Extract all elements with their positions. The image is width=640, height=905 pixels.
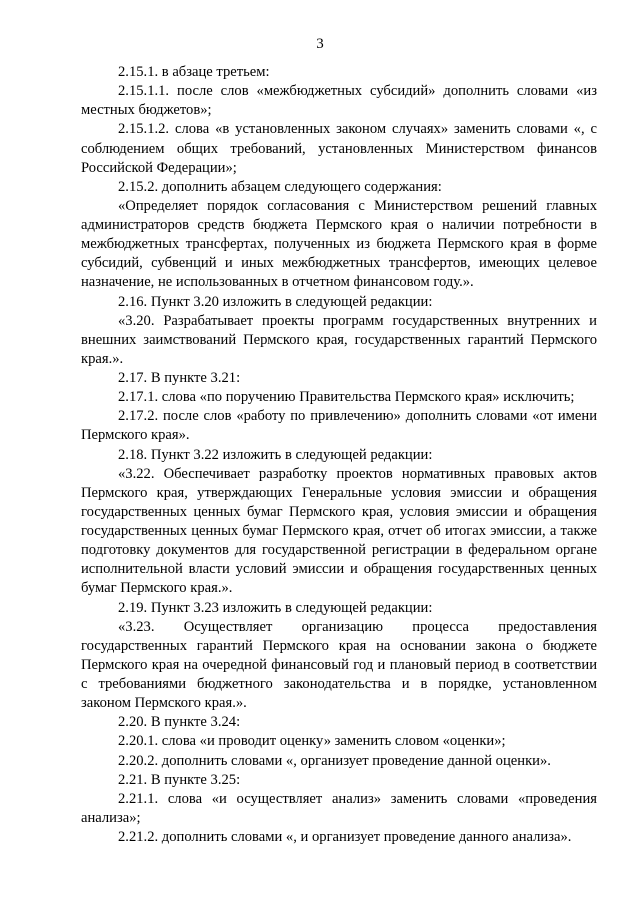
paragraph: 2.17.1. слова «по поручению Правительства Пермского края» исключить;	[118, 389, 575, 406]
paragraph: «3.20. Разрабатывает проекты программ государственных внутренних и внешних заимствований Пермского края, государственных гарантий Пермского края.».	[81, 312, 597, 367]
paragraph: 2.20.2. дополнить словами «, организует проведение данной оценки».	[118, 752, 551, 769]
paragraph: 2.15.2. дополнить абзацем следующего содержания:	[118, 178, 442, 195]
paragraph: 2.15.1. в абзаце третьем:	[118, 64, 270, 80]
paragraph: 2.21.1. слова «и осуществляет анализ» заменить словами «проведения анализа»;	[81, 790, 597, 826]
paragraph: 2.21. В пункте 3.25:	[118, 771, 241, 788]
paragraph: 2.17.2. после слов «работу по привлечению» дополнить словами «от имени Пермского края».	[81, 408, 597, 444]
paragraph: «Определяет порядок согласования с Министерством решений главных администраторов средств бюджета Пермского края о наличии потребности в межбюджетных трансфертах, полученных из бюджета Пермского края в форме субсидий, субвенций и иных межбюджетных трансфертов, имеющих целевое назначение, не использованных в отчетном финансовом году.».	[81, 197, 597, 291]
paragraph: 2.15.1.1. после слов «межбюджетных субсидий» дополнить словами «из местных бюджетов»;	[81, 83, 597, 119]
paragraph: «3.23. Осуществляет организацию процесса предоставления государственных гарантий Пермского края на основании закона о бюджете Пермского края на очередной финансовый год и плановый период в соответствии с требованиями бюджетного законодательства и в порядке, установленном законом Пермского края.».	[81, 618, 597, 712]
page-number: 3	[316, 36, 324, 52]
paragraph: 2.21.2. дополнить словами «, и организует проведение данного анализа».	[118, 829, 572, 845]
paragraph: 2.15.1.2. слова «в установленных законом случаях» заменить словами «, с соблюдением общих требований, установленных Министерством финансов Российской Федерации»;	[81, 121, 597, 176]
paragraph: 2.19. Пункт 3.23 изложить в следующей редакции:	[118, 599, 433, 616]
document-body	[81, 63, 597, 847]
paragraph: 2.20.1. слова «и проводит оценку» заменить словом «оценки»;	[118, 733, 506, 750]
paragraph: 2.16. Пункт 3.20 изложить в следующей редакции:	[118, 293, 433, 310]
paragraph: 2.18. Пункт 3.22 изложить в следующей редакции:	[118, 446, 433, 463]
paragraph: «3.22. Обеспечивает разработку проектов нормативных правовых актов Пермского края, утверждающих Генеральные условия эмиссии и обращения государственных ценных бумаг Пермского края, условия эмиссии и обращения государственных ценных бумаг Пермского края, отчет об итогах эмиссии, а также подготовку документов для государственной регистрации в федеральном органе исполнительной власти условий эмиссии и обращения государственных ценных бумаг Пермского края.».	[81, 465, 597, 597]
paragraph: 2.20. В пункте 3.24:	[118, 714, 241, 731]
paragraph: 2.17. В пункте 3.21:	[118, 370, 241, 386]
